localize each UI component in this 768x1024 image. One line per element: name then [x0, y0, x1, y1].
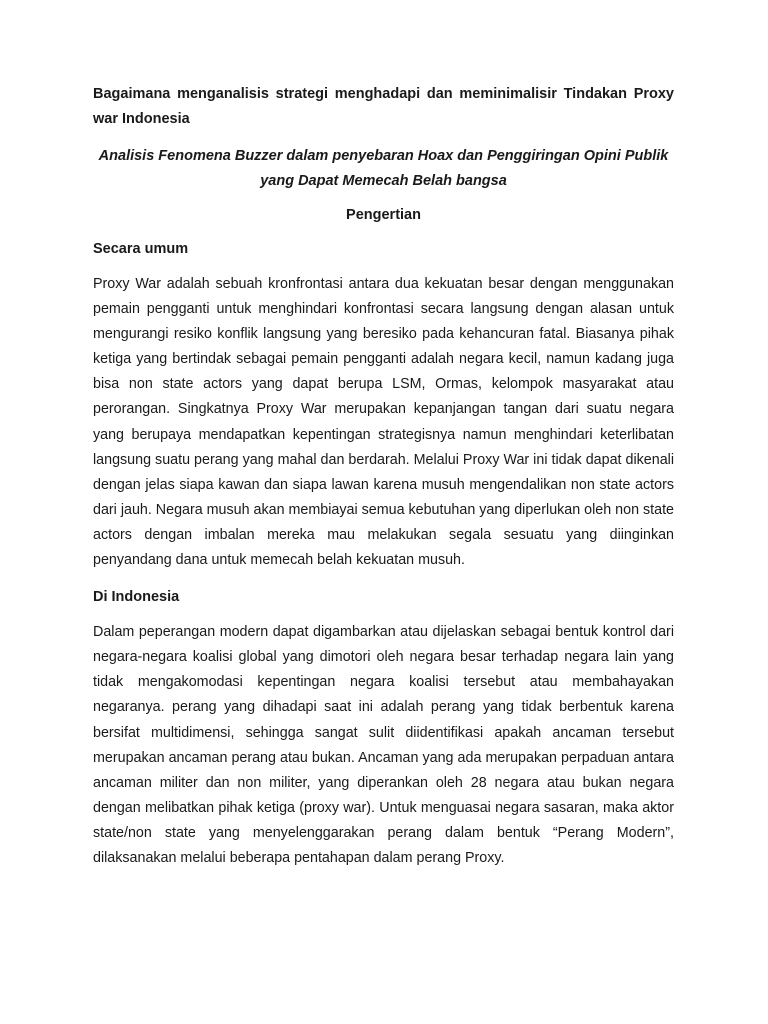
document-subtitle: Analisis Fenomena Buzzer dalam penyebaran Hoax dan Penggiringan Opini Publik yang Dapat Memecah Belah bangsa	[98, 148, 669, 189]
section-title-indonesia: Di Indonesia	[93, 589, 180, 606]
section-title-general: Secara umum	[93, 241, 189, 257]
section-general	[93, 239, 674, 573]
document-page	[93, 82, 674, 885]
section-body-indonesia: Dalam peperangan modern dapat digambarkan atau dijelaskan sebagai bentuk kontrol dari negara-negara koalisi global yang dimotori oleh negara besar terhadap negara lain yang tidak mengakomodasi kepentingan negara koalisi tersebut atau membahayakan negaranya. perang yang dihadapi saat ini adalah perang yang tidak berbentuk karena bersifat multidimensi, sehingga sangat sulit diidentifikasi apakah ancaman tersebut merupakan ancaman perang atau bukan. Ancaman yang ada merupakan perpaduan antara ancaman militer dan non militer, yang diperankan oleh 28 negara atau bukan negara dengan melibatkan pihak ketiga (proxy war). Untuk menguasai negara sasaran, maka aktor state/non state yang menyelenggarakan perang dalam bentuk “Perang Modern”, dilaksanakan melalui beberapa pentahapan dalam perang Proxy.	[93, 624, 674, 866]
definition-title: Pengertian	[346, 207, 421, 223]
section-indonesia	[93, 587, 674, 871]
section-body-general: Proxy War adalah sebuah kronfrontasi antara dua kekuatan besar dengan menggunakan pemain pengganti untuk menghindari konfrontasi secara langsung dengan alasan untuk mengurangi resiko konflik langsung yang beresiko pada kehancuran fatal. Biasanya pihak ketiga yang bertindak sebagai pemain pengganti adalah negara kecil, namun kadang juga bisa non state actors yang dapat berupa LSM, Ormas, kelompok masyarakat atau perorangan. Singkatnya Proxy War merupakan kepanjangan tangan dari suatu negara yang berupaya mendapatkan kepentingan strategisnya namun menghindari keterlibatan langsung suatu perang yang mahal dan berdarah. Melalui Proxy War ini tidak dapat dikenali dengan jelas siapa kawan dan siapa lawan karena musuh mengendalikan non state actors dari jauh. Negara musuh akan membiayai semua kebutuhan yang diperlukan oleh non state actors dengan imbalan mereka mau melakukan segala sesuatu yang diinginkan penyandang dana untuk memecah belah kekuatan musuh.	[93, 276, 674, 569]
document-heading: Bagaimana menganalisis strategi menghadapi dan meminimalisir Tindakan Proxy war Indonesia	[93, 86, 674, 127]
